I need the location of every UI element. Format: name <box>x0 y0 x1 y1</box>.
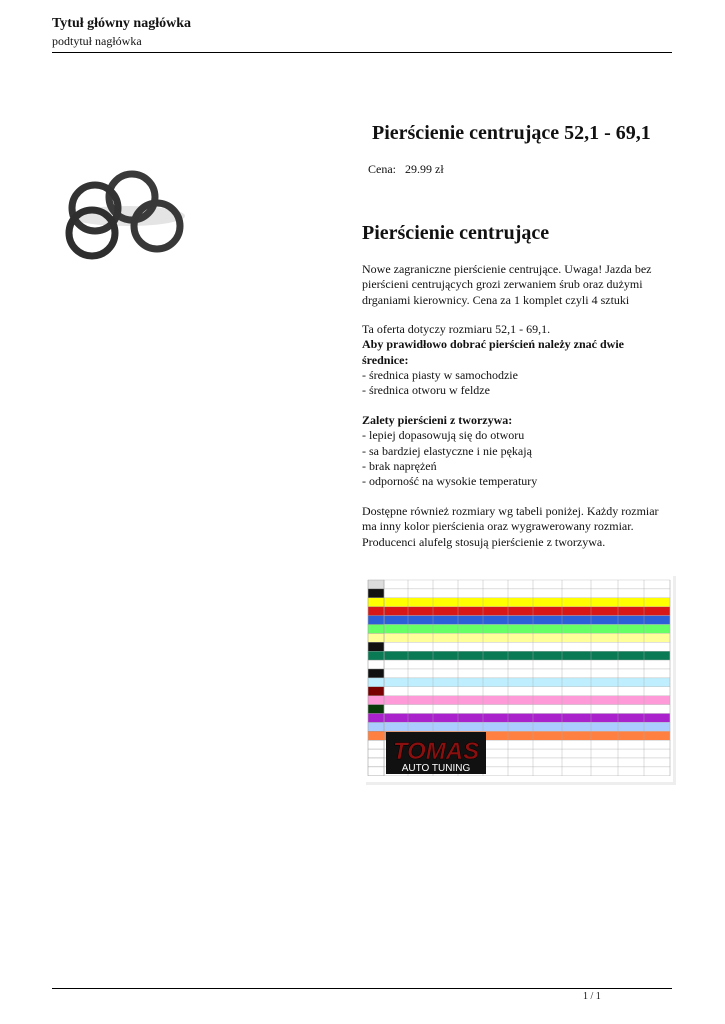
price-label: Cena: <box>368 162 396 176</box>
table-row <box>384 625 670 634</box>
advantage-item: - odporność na wysokie temperatury <box>362 474 538 489</box>
closing-line: ma inny kolor pierścienia oraz wygrawerowany rozmiar. <box>362 519 634 534</box>
offer-line: Ta oferta dotyczy rozmiaru 52,1 - 69,1. <box>362 322 551 336</box>
table-row-label-cell <box>368 651 384 660</box>
table-row-label-cell <box>368 616 384 625</box>
table-row <box>384 714 670 723</box>
bold-line: Aby prawidłowo dobrać pierścień należy znać dwie <box>362 337 624 352</box>
table-row <box>384 633 670 642</box>
table-row-label-cell <box>368 758 384 767</box>
centering-rings-icon <box>62 170 192 270</box>
advantages-heading: Zalety pierścieni z tworzywa: <box>362 413 513 427</box>
intro-line: Nowe zagraniczne pierścienie centrujące. Uwaga! Jazda bez <box>362 262 652 276</box>
table-row-label-cell <box>368 714 384 723</box>
price-row <box>368 162 444 177</box>
description-heading: Pierścienie centrujące <box>362 222 550 244</box>
intro-line: drganiami kierownicy. Cena za 1 komplet czyli 4 sztuki <box>362 292 630 307</box>
table-row-label-cell <box>368 687 384 696</box>
table-row-label-cell <box>368 740 384 749</box>
price-value: 29.99 zł <box>405 162 444 176</box>
table-row-label-cell <box>368 625 384 634</box>
table-row-label-cell <box>368 589 384 598</box>
table-row <box>384 589 670 598</box>
table-row-label-cell <box>368 607 384 616</box>
diameter-item: - średnica otworu w feldze <box>362 383 490 398</box>
advantage-item: - lepiej dopasowują się do otworu <box>362 428 525 443</box>
footer-divider <box>52 988 672 989</box>
bold-line: średnice: <box>362 352 409 367</box>
table-row-label-cell <box>368 669 384 678</box>
intro-line: pierścieni centrujących grozi zerwaniem śrub oraz dużymi <box>362 277 643 292</box>
table-row-label-cell <box>368 731 384 740</box>
page-number: 1 / 1 <box>583 991 601 1002</box>
table-row-label-cell <box>368 749 384 758</box>
product-title: Pierścienie centrujące 52,1 - 69,1 <box>372 122 651 144</box>
table-row-label-cell <box>368 580 384 589</box>
description-offer <box>362 322 672 398</box>
header-title: Tytuł główny nagłówka <box>52 16 191 31</box>
table-row <box>384 669 670 678</box>
tomas-watermark <box>386 732 486 774</box>
table-row-label-cell <box>368 642 384 651</box>
table-row <box>384 660 670 669</box>
table-row-label-cell <box>368 767 384 776</box>
table-row <box>384 607 670 616</box>
table-row-label-cell <box>368 633 384 642</box>
table-row <box>384 687 670 696</box>
table-row-label-cell <box>368 705 384 714</box>
table-row <box>384 678 670 687</box>
table-row <box>384 696 670 705</box>
description-intro <box>362 262 672 308</box>
table-row <box>384 598 670 607</box>
table-row <box>384 651 670 660</box>
closing-block <box>362 504 672 550</box>
advantage-item: - brak naprężeń <box>362 458 437 473</box>
table-row-label-cell <box>368 598 384 607</box>
size-table-image <box>366 576 676 785</box>
header-subtitle: podtytuł nagłówka <box>52 34 142 48</box>
header-divider <box>52 52 672 53</box>
table-row-label-cell <box>368 660 384 669</box>
table-row-label-cell <box>368 696 384 705</box>
watermark-main: TOMAS <box>392 738 480 765</box>
product-image <box>62 170 192 270</box>
advantage-item: - sa bardziej elastyczne i nie pękają <box>362 443 532 458</box>
diameter-item: - średnica piasty w samochodzie <box>362 367 518 382</box>
table-row-label-cell <box>368 678 384 687</box>
table-row <box>384 616 670 625</box>
table-row-label-cell <box>368 722 384 731</box>
watermark-sub: AUTO TUNING <box>401 763 471 774</box>
table-row <box>384 722 670 731</box>
table-row <box>384 580 670 589</box>
table-row <box>384 642 670 651</box>
table-row <box>384 705 670 714</box>
size-table-graphic <box>366 576 673 782</box>
advantages-block <box>362 413 672 489</box>
closing-line: Producenci alufelg stosują pierścienie z tworzywa. <box>362 534 606 549</box>
closing-line: Dostępne również rozmiary wg tabeli poniżej. Każdy rozmiar <box>362 504 659 518</box>
